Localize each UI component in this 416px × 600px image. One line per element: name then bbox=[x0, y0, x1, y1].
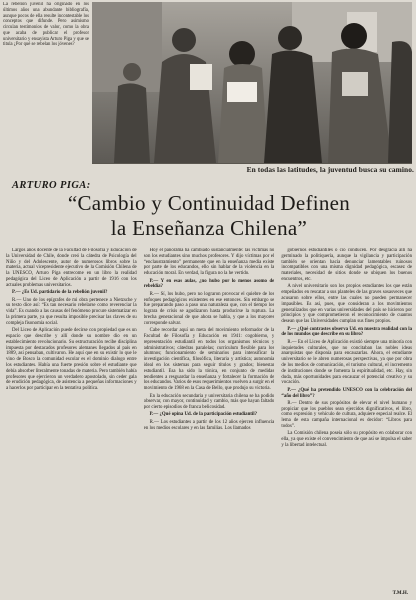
interview-question: P.— ¿Es Ud. partidario de la rebelión juvenil? bbox=[12, 290, 108, 296]
article-paragraph: Largos años docente de la Facultad de Filosofía y Educación de la Universidad de Chile, donde creó la cátedra de Psicología del Niño y del Adolescente, autor de numerosos libros sobre la materia, actual vicepresidente ejecutivo de la Comisión Chilena de la UNESCO, Arturo Piga entrecome en un libro la realidad pedagógica del Liceo de Aplicación a partir de 1916 con los actuales problemas universitarios. bbox=[6, 248, 137, 288]
intro-text: La rebelión juvenil ha originado en los últimos años una abundante bibliografía, aunque pocos de ella resulte incontestable los conceptos que difunde. Pero asimismo circulan testimonios de valor, como la obra que acaba de publicar el profesor universitario y ensayista Arturo Piga y que se titula ¿Por qué se rebelan los jóvenes? bbox=[3, 2, 89, 48]
article-body bbox=[6, 248, 412, 594]
article-paragraph: Cabe recordar aquí un meta del movimiento reformador de la Facultad de Filosofía y Educación en 1941: cogobierno, y representación estudiantil en todos los organismos técnicos y administrativos; cátedras paralelas; currículum flexible para los alumnos; funcionamiento de seminarios para intensificar la investigación científica, filosófica, literaria y artística; autonomía ideal en los sistemas para seguir títulos y grados; bienestar estudiantil. Esa ha sido la tónica, en conjunto de medidas tendientes a resguardar la enseñanza y fortalecer la formación de los educandos. Varios de esos requerimientos vuelven a surgir en el movimiento de 1968 en la Casa de Bello, que produjo su victoria. bbox=[143, 328, 275, 392]
interview-question: P.— ¿Qué ha pretendido UNESCO con la celebración del “año del libro”? bbox=[281, 387, 413, 399]
article-paragraph: R.— Los estudiantes a partir de los 12 años ejercen influencia en los medios escolares y en las familias. Los llamados bbox=[143, 419, 275, 431]
article-paragraph: La Comisión chilena poseía sólo su propósito en colaborar con ella, ya que existe el convencimiento de que así se impulsa el saber y la libertad intelectual. bbox=[281, 431, 413, 448]
interview-question: P.— Y en esas aulas, ¿no hubo por lo menos asomo de rebeldía? bbox=[143, 278, 275, 290]
article-paragraph: En la educación secundaria y universitaria chilena se ha podido observar, con mayor, continuidad y cambio, más que hayan faltado por cierto episodios de franca belicosidad. bbox=[143, 393, 275, 411]
article-paragraph: gobiernos estudiantiles o cío conducen. Por desgracia allí ha germinado la politiquería, aunque la vigilancia y participación también se orientan hacia denunciar lamentables ruinosos incompatibles con una misma dignidad pedagógica, escasez de materiales, necesidad de sitios donde se ubiquen los buenos encuentros, etc. bbox=[281, 248, 413, 283]
street-photo bbox=[92, 2, 412, 163]
headline bbox=[8, 191, 410, 241]
article-paragraph: R.— En el Liceo de Aplicación existió siempre una minoría con inquietudes culturales, que no concitaban las nobles ideas anarquistas que disponía para encauzarlas. Ahora, el estudiante universitario se le abren numerosas perspectivas, ya que por obra de los medios de comunicación, el turismo cultural, el incremento de instituciones donde se fomenta la espiritualidad, etc. Hay, sin duda, más oportunidades para encauzar el potencial creativo y su vocación. bbox=[281, 339, 413, 386]
author-signature: T.M.H. bbox=[392, 591, 408, 596]
article-paragraph: R.— Uno de los epígrafes de mi obra pertenece a Nietzsche y su texto dice así: “Es tan necesario rebelarse como reverenciar la vida”. Es cuando a las causas del fenómeno procure sistematizar en la primera parte, ya que resulta imposible precisar las claves de su compleja fisonomía social. bbox=[6, 297, 137, 326]
photo-image bbox=[92, 2, 412, 163]
headline-line-1: “Cambio y Continuidad Definen bbox=[67, 191, 351, 215]
article-paragraph: R.— Sí, los hubo, pero no lograron provocar el quiebre de los enfoques pedagógicos existentes en ese entonces. Sin embargo se fue preparando paso a paso una naturaleza que, con el tiempo los lograra de crisis se agudizaron hasta producirse la ruptura. La brecha generacional de que ahora se habla, y que a los mayores corresponde salvar. bbox=[143, 291, 275, 326]
column-1 bbox=[6, 248, 137, 594]
column-2 bbox=[144, 248, 275, 594]
article-paragraph: Hoy el panorama ha cambiado sustancialmente: las víctimas no son los estudiantes sino muchos profesores. Y dijo víctimas por el “enclaustramiento” permanente que en la enseñanza media existe por parte de los educandos, ello sin hablar de la violencia en la educación moral. En verdad, la figura no la he vertido. bbox=[143, 248, 275, 277]
photo-caption: En todas las latitudes, la juventud busca su camino. bbox=[246, 165, 414, 174]
photo-bottom-rule bbox=[92, 163, 412, 164]
article-paragraph: A nivel universitario son los propios estudiantes los que están empeñados en rescatar a sus planteles de las graves sosasveces que acusaron sobre ellos, entre las cuales no pueden permanecer impasibles. Es así, pues, que consideran a los movimientos generalizados que en varias universidades del país se hicieron por principios y que comprometieron el reconocimiento de cuantos desean que las Universidades cumplan sus fines propios. bbox=[281, 284, 413, 325]
interview-question: P.— ¿Qué contrastes observa Ud. en nuestra realidad con la de los mundos que describe en su libro? bbox=[281, 326, 413, 338]
interview-question: P.— ¿Qué opina Ud. de la participación estudiantil? bbox=[149, 412, 258, 418]
column-3 bbox=[281, 248, 412, 594]
author-kicker: ARTURO PIGA: bbox=[12, 180, 91, 191]
article-paragraph: Del Liceo de Aplicación puede decirse con propiedad que es un espacio que describe y allí donde su nombre dio en un establecimiento revolucionario. Su estructuración recibe disciplina impuesta por destacados profesores alemanes llegados al país en 1889, así pensaban, cultivaron. He aquí que en su existir lo que le vino de Bosco la comunidad escolar es el dominio dialogo entre los estudiantes. Había una fuerte presión sobre el estudiante que debía absorber literalmente tonadas de materia. Pero también había profesores que ejercieron un verdadero apostolado, sin ceder gala de erudición pedagógica, de asistencia a pequeñas informaciones y a hacerlos por participar en la tentativa política. bbox=[6, 328, 137, 392]
headline-line-2: la Enseñanza Chilena” bbox=[110, 216, 308, 240]
article-paragraph: R.— Dentro de sus propósitos de elevar el nivel humano y propiciar que los pueblos sean ejercidos dignificativos, el libro, como expresión y vehículo de cultura, adquiere especial realce. El lema de esta campaña internacional es decidor: “Libros para todos”. bbox=[281, 400, 413, 430]
